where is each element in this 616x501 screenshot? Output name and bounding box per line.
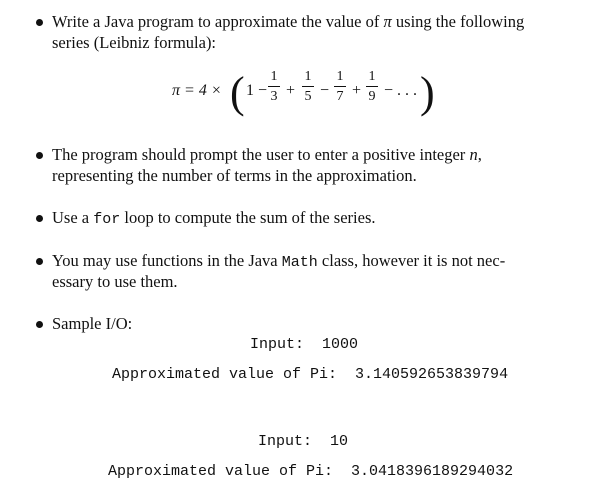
fraction-1-5: 1 5 [302, 70, 314, 104]
prompt-line-1: The program should prompt the user to enter a positive integer n, [52, 145, 482, 164]
math-line-1: You may use functions in the Java Math class, however it is not nec- [52, 251, 506, 271]
bullet-dot [36, 215, 43, 222]
formula-op-3: + [352, 82, 362, 99]
sample-io-label: Sample I/O: [52, 314, 133, 333]
sample-input-1: Input: 1000 [250, 336, 359, 353]
prompt-line-2: representing the number of terms in the approximation. [52, 166, 417, 185]
fraction-1-9: 1 9 [366, 70, 378, 104]
pi-symbol: π [383, 12, 392, 31]
fraction-1-7: 1 7 [334, 70, 346, 104]
task-line-2: series (Leibniz formula): [52, 33, 217, 52]
formula-op-1: + [286, 82, 296, 99]
fraction-1-3: 1 3 [268, 70, 280, 104]
bullet-dot [36, 258, 43, 265]
leibniz-formula [0, 66, 616, 124]
formula-close-paren: ) [420, 68, 435, 117]
sample-output-2: Approximated value of Pi: 3.0418396189294032 [108, 463, 514, 480]
task-line-1: Write a Java program to approximate the value of π using the following [52, 12, 525, 31]
formula-open-paren: ( [230, 68, 245, 117]
code-for: for [93, 211, 121, 228]
sample-input-2: Input: 10 [258, 433, 349, 450]
formula-one: 1 − [246, 82, 268, 99]
bullet-dot [36, 19, 43, 26]
bullet-dot [36, 152, 43, 159]
math-line-2: essary to use them. [52, 272, 178, 291]
bullet-dot [36, 321, 43, 328]
formula-lhs: π = 4 × [172, 82, 222, 99]
code-math: Math [281, 254, 318, 271]
sample-output-1: Approximated value of Pi: 3.140592653839794 [112, 366, 509, 383]
for-loop-line: Use a for loop to compute the sum of the series. [52, 208, 376, 228]
n-variable: n [469, 145, 478, 164]
formula-tail: − . . . [384, 82, 418, 99]
formula-op-2: − [320, 82, 330, 99]
